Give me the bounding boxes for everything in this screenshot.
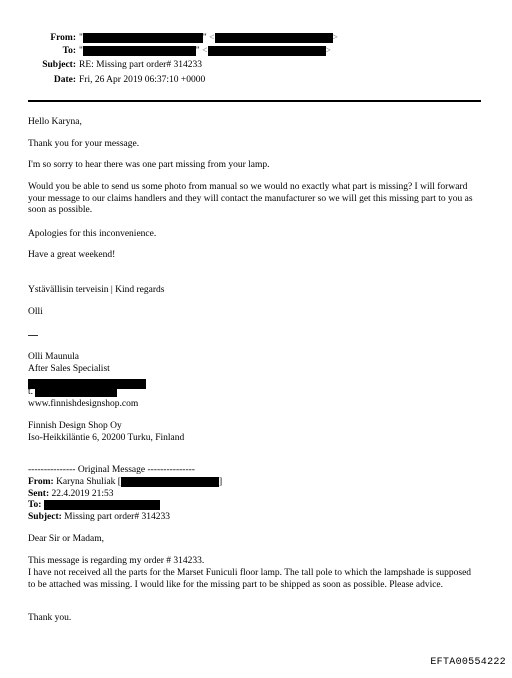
original-subject-value: Missing part order# 314233 (64, 512, 170, 522)
to-quote-close: " (195, 46, 200, 56)
reply-paragraph: Have a great weekend! (28, 250, 116, 260)
reply-paragraph: Apologies for this inconvenience. (28, 229, 157, 239)
original-greeting: Dear Sir or Madam, (28, 534, 104, 544)
original-to (28, 500, 160, 512)
to-label: To: (62, 46, 76, 56)
company-address: Iso-Heikkiläntie 6, 20200 Turku, Finland (28, 433, 185, 443)
redacted-block (121, 477, 219, 487)
original-sent-value: 22.4.2019 21:53 (51, 489, 114, 499)
redacted-block (208, 46, 326, 56)
reply-signoff: Olli (28, 307, 43, 317)
from-quote-close: " (202, 33, 207, 43)
company-name: Finnish Design Shop Oy (28, 421, 122, 431)
redacted-block (83, 46, 196, 56)
to-value (79, 45, 331, 57)
signature-website[interactable]: www.finnishdesignshop.com (28, 399, 139, 409)
reply-greeting: Hello Karyna, (28, 117, 82, 127)
original-from (28, 477, 222, 489)
reply-paragraph: Thank you for your message. (28, 139, 140, 149)
phone-label: t. (28, 387, 34, 398)
subject-value: RE: Missing part order# 314233 (79, 60, 202, 70)
signature-phone (28, 387, 117, 399)
original-from-label: From: (28, 477, 54, 488)
from-quote-open: " (79, 33, 83, 43)
reply-paragraph: Would you be able to send us some photo from manual so we would no exactly what part is missing? I will forward your message to our claims handlers and they will contact the manufacturer so we will get this missing part to you as soon as possible. (28, 182, 473, 215)
from-label: From: (50, 33, 76, 43)
from-angle-open: < (209, 33, 215, 43)
original-sent (28, 489, 114, 501)
email-header (0, 32, 512, 92)
redacted-block (215, 33, 333, 43)
original-message-divider: --------------- Original Message --------------- (28, 465, 195, 475)
signature-separator (28, 335, 38, 336)
redacted-block (44, 500, 160, 510)
original-subject (28, 512, 170, 524)
original-paragraph: This message is regarding my order # 314233. (28, 556, 205, 566)
reply-closing: Ystävällisin terveisin | Kind regards (28, 285, 165, 295)
date-value: Fri, 26 Apr 2019 06:37:10 +0000 (79, 75, 206, 85)
from-value (79, 32, 338, 44)
signature-name: Olli Maunula (28, 352, 79, 362)
original-thanks: Thank you. (28, 613, 72, 623)
original-subject-label: Subject: (28, 512, 62, 522)
reply-paragraph: I'm so sorry to hear there was one part missing from your lamp. (28, 160, 270, 170)
original-to-label: To: (28, 500, 42, 511)
original-from-close: ] (218, 477, 223, 488)
header-divider (28, 100, 481, 102)
redacted-block (83, 33, 203, 43)
from-angle-close: > (332, 33, 338, 43)
original-sent-label: Sent: (28, 489, 50, 499)
redacted-block (35, 387, 117, 397)
to-angle-close: > (325, 46, 331, 56)
signature-title: After Sales Specialist (28, 364, 110, 374)
original-from-value: Karyna Shuliak [ (56, 477, 121, 488)
subject-label: Subject: (42, 60, 76, 70)
to-angle-open: < (202, 46, 208, 56)
document-id: EFTA00554222 (430, 657, 506, 668)
date-label: Date: (53, 75, 76, 85)
to-quote-open: " (79, 46, 83, 56)
original-paragraph: I have not received all the parts for the Marset Funiculi floor lamp. The tall pole to which the lampshade is supposed to be attached was missing. I would like for the missing part to be shipped as soon as possible. Please advice. (28, 568, 472, 590)
